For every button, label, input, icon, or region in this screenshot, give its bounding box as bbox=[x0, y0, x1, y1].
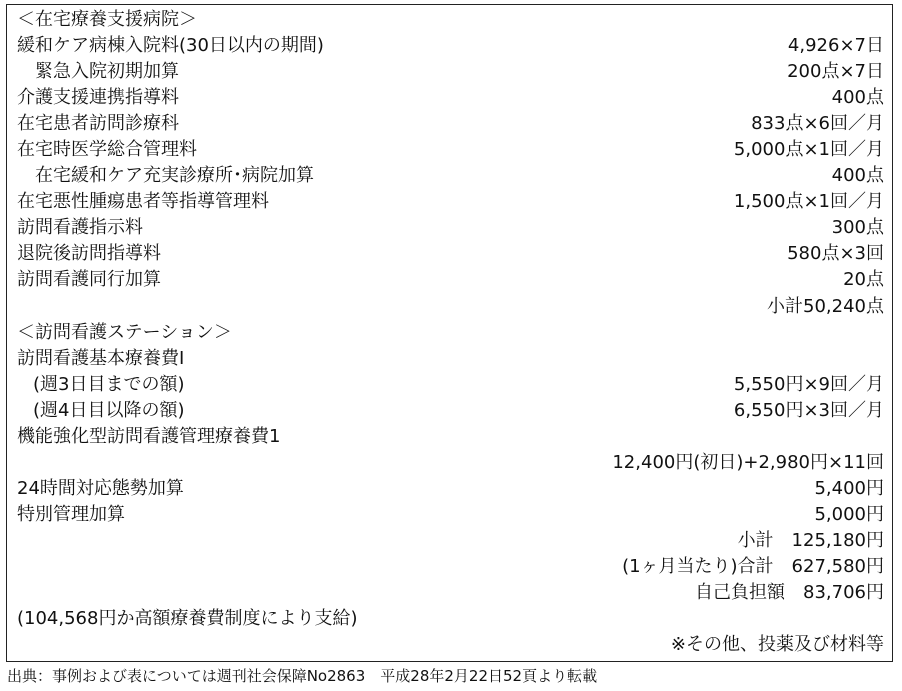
table-row bbox=[7, 215, 892, 241]
row-value: 1,500点×1回／月 bbox=[733, 191, 884, 212]
row-label: 訪問看護基本療養費Ⅰ bbox=[17, 348, 185, 369]
row-label: 特別管理加算 bbox=[17, 504, 125, 525]
station-subtotal-row bbox=[7, 528, 892, 554]
copay-row bbox=[7, 580, 892, 606]
row-label: 介護支援連携指導料 bbox=[17, 87, 179, 108]
table-row bbox=[7, 267, 892, 293]
monthly-total: (1ヶ月当たり)合計 627,580円 bbox=[622, 556, 884, 577]
station-subtotal: 小計 125,180円 bbox=[737, 530, 884, 551]
row-value: 200点×7日 bbox=[787, 61, 884, 82]
high-cost-note: (104,568円か高額療養費制度により支給) bbox=[17, 608, 358, 629]
table-row bbox=[7, 398, 892, 424]
row-label: 退院後訪問指導料 bbox=[17, 243, 161, 264]
station-heading: ＜訪問看護ステーション＞ bbox=[17, 322, 232, 343]
table-row bbox=[7, 137, 892, 163]
table-row bbox=[7, 476, 892, 502]
hospital-subtotal: 小計50,240点 bbox=[767, 296, 884, 317]
row-value: 580点×3回 bbox=[787, 243, 884, 264]
hospital-heading-row bbox=[7, 7, 892, 33]
row-value: 300点 bbox=[831, 217, 884, 238]
row-label: (週4日目以降の額) bbox=[33, 400, 185, 421]
row-label: 緊急入院初期加算 bbox=[35, 61, 179, 82]
source-citation: 出典：事例および表については週刊社会保障No2863 平成28年2月22日52頁より転載 bbox=[7, 667, 598, 685]
row-label: 訪問看護指示料 bbox=[17, 217, 143, 238]
copay-amount: 自己負担額 83,706円 bbox=[695, 582, 884, 603]
row-label: 緩和ケア病棟入院料(30日以内の期間) bbox=[17, 35, 324, 56]
row-value: 833点×6回／月 bbox=[751, 113, 884, 134]
table-row bbox=[7, 111, 892, 137]
table-row bbox=[7, 85, 892, 111]
table-row bbox=[7, 424, 892, 450]
row-label: 24時間対応態勢加算 bbox=[17, 478, 184, 499]
row-label: 訪問看護同行加算 bbox=[17, 269, 161, 290]
total-row bbox=[7, 554, 892, 580]
table-row bbox=[7, 241, 892, 267]
row-value: 4,926×7日 bbox=[787, 35, 884, 56]
row-value: 400点 bbox=[831, 165, 884, 186]
hospital-subtotal-row bbox=[7, 294, 892, 320]
table-row bbox=[7, 450, 892, 476]
hospital-heading: ＜在宅療養支援病院＞ bbox=[17, 9, 197, 30]
row-label: 機能強化型訪問看護管理療養費1 bbox=[17, 426, 281, 447]
table-row bbox=[7, 163, 892, 189]
table-row bbox=[7, 502, 892, 528]
table-row bbox=[7, 33, 892, 59]
table-row bbox=[7, 189, 892, 215]
row-value: 12,400円(初日)+2,980円×11回 bbox=[612, 452, 884, 473]
note-row bbox=[7, 606, 892, 632]
row-label: (週3日目までの額) bbox=[33, 374, 185, 395]
other-note: ※その他、投薬及び材料等 bbox=[670, 634, 884, 655]
other-row bbox=[7, 632, 892, 658]
table-row bbox=[7, 372, 892, 398]
row-value: 400点 bbox=[831, 87, 884, 108]
row-value: 5,000点×1回／月 bbox=[733, 139, 884, 160]
row-label: 在宅緩和ケア充実診療所･病院加算 bbox=[35, 165, 314, 186]
row-label: 在宅患者訪問診療科 bbox=[17, 113, 179, 134]
station-heading-row bbox=[7, 320, 892, 346]
row-value: 20点 bbox=[843, 269, 884, 290]
row-value: 5,000円 bbox=[814, 504, 884, 525]
row-value: 5,400円 bbox=[814, 478, 884, 499]
row-value: 5,550円×9回／月 bbox=[733, 374, 884, 395]
row-label: 在宅時医学総合管理料 bbox=[17, 139, 197, 160]
cost-table bbox=[6, 4, 893, 662]
row-label: 在宅悪性腫瘍患者等指導管理料 bbox=[17, 191, 269, 212]
table-row bbox=[7, 59, 892, 85]
table-row bbox=[7, 346, 892, 372]
row-value: 6,550円×3回／月 bbox=[733, 400, 884, 421]
